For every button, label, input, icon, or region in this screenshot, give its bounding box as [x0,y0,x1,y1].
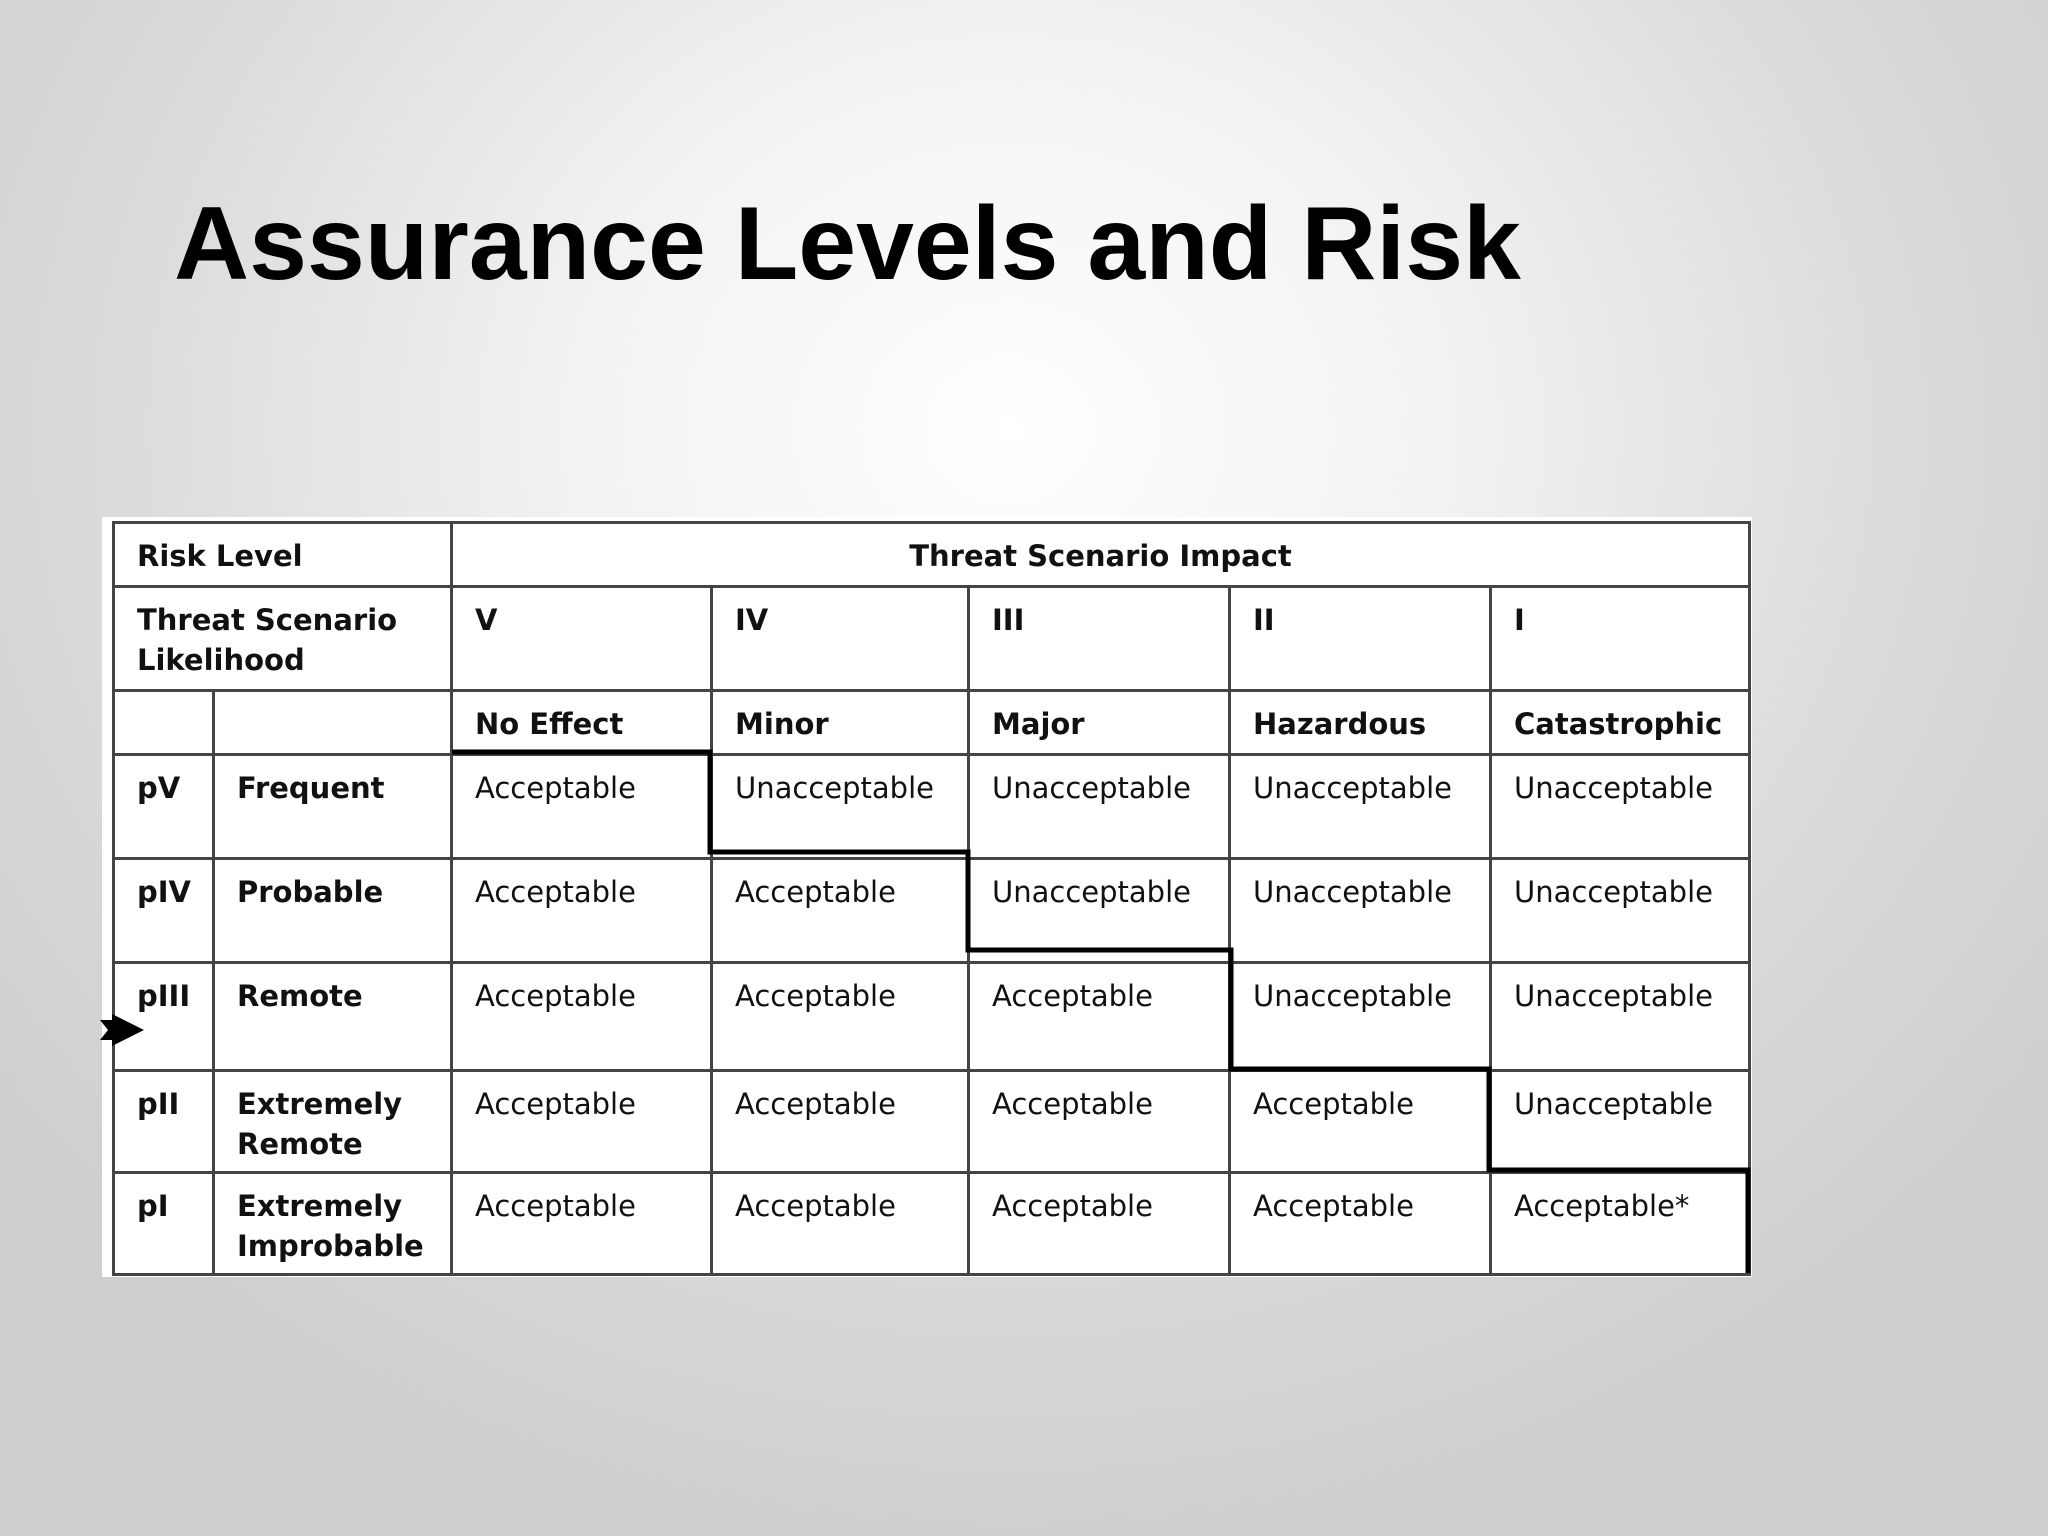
risk-cell: Acceptable [452,859,712,963]
risk-cell: Unacceptable [1230,963,1491,1071]
impact-roman-ii: II [1230,587,1491,691]
impact-roman-v: V [452,587,712,691]
risk-cell: Unacceptable [1491,1071,1750,1173]
risk-matrix [102,517,1752,1277]
likelihood-code: pII [114,1071,214,1173]
impact-name-major: Major [969,691,1230,755]
likelihood-code: pV [114,755,214,859]
risk-cell: Unacceptable [712,755,969,859]
risk-cell: Acceptable [452,755,712,859]
likelihood-name: Extremely Improbable [214,1173,452,1275]
impact-name-minor: Minor [712,691,969,755]
risk-cell: Acceptable [1230,1173,1491,1275]
likelihood-header: Threat Scenario Likelihood [114,587,452,691]
risk-cell: Acceptable [969,963,1230,1071]
impact-roman-i: I [1491,587,1750,691]
likelihood-code: pIII [114,963,214,1071]
empty-cell [214,691,452,755]
risk-cell: Acceptable [452,963,712,1071]
risk-cell: Acceptable [712,1071,969,1173]
risk-row-pi [114,1173,1750,1275]
empty-cell [114,691,214,755]
likelihood-name: Probable [214,859,452,963]
risk-cell: Unacceptable [1491,755,1750,859]
header-row-3 [114,691,1750,755]
risk-row-pv [114,755,1750,859]
risk-row-pii [114,1071,1750,1173]
risk-cell: Unacceptable [969,755,1230,859]
risk-cell: Acceptable [712,963,969,1071]
risk-cell: Acceptable [712,859,969,963]
risk-cell: Unacceptable [1230,755,1491,859]
likelihood-name: Remote [214,963,452,1071]
risk-row-piv [114,859,1750,963]
likelihood-name: Extremely Remote [214,1071,452,1173]
likelihood-code: pI [114,1173,214,1275]
impact-header: Threat Scenario Impact [452,523,1750,587]
risk-cell: Acceptable [969,1173,1230,1275]
impact-name-hazardous: Hazardous [1230,691,1491,755]
impact-name-no-effect: No Effect [452,691,712,755]
risk-cell: Unacceptable [1491,859,1750,963]
risk-cell: Acceptable* [1491,1173,1750,1275]
risk-cell: Unacceptable [969,859,1230,963]
risk-cell: Unacceptable [1491,963,1750,1071]
likelihood-name: Frequent [214,755,452,859]
risk-cell: Acceptable [452,1173,712,1275]
impact-roman-iv: IV [712,587,969,691]
risk-cell: Acceptable [1230,1071,1491,1173]
risk-row-piii [114,963,1750,1071]
header-row-2 [114,587,1750,691]
slide-title: Assurance Levels and Risk [174,186,1521,302]
risk-cell: Acceptable [969,1071,1230,1173]
risk-cell: Unacceptable [1230,859,1491,963]
risk-level-label: Risk Level [114,523,452,587]
impact-name-catastrophic: Catastrophic [1491,691,1750,755]
risk-cell: Acceptable [452,1071,712,1173]
risk-cell: Acceptable [712,1173,969,1275]
impact-roman-iii: III [969,587,1230,691]
likelihood-code: pIV [114,859,214,963]
risk-table [112,521,1751,1276]
header-row-1 [114,523,1750,587]
